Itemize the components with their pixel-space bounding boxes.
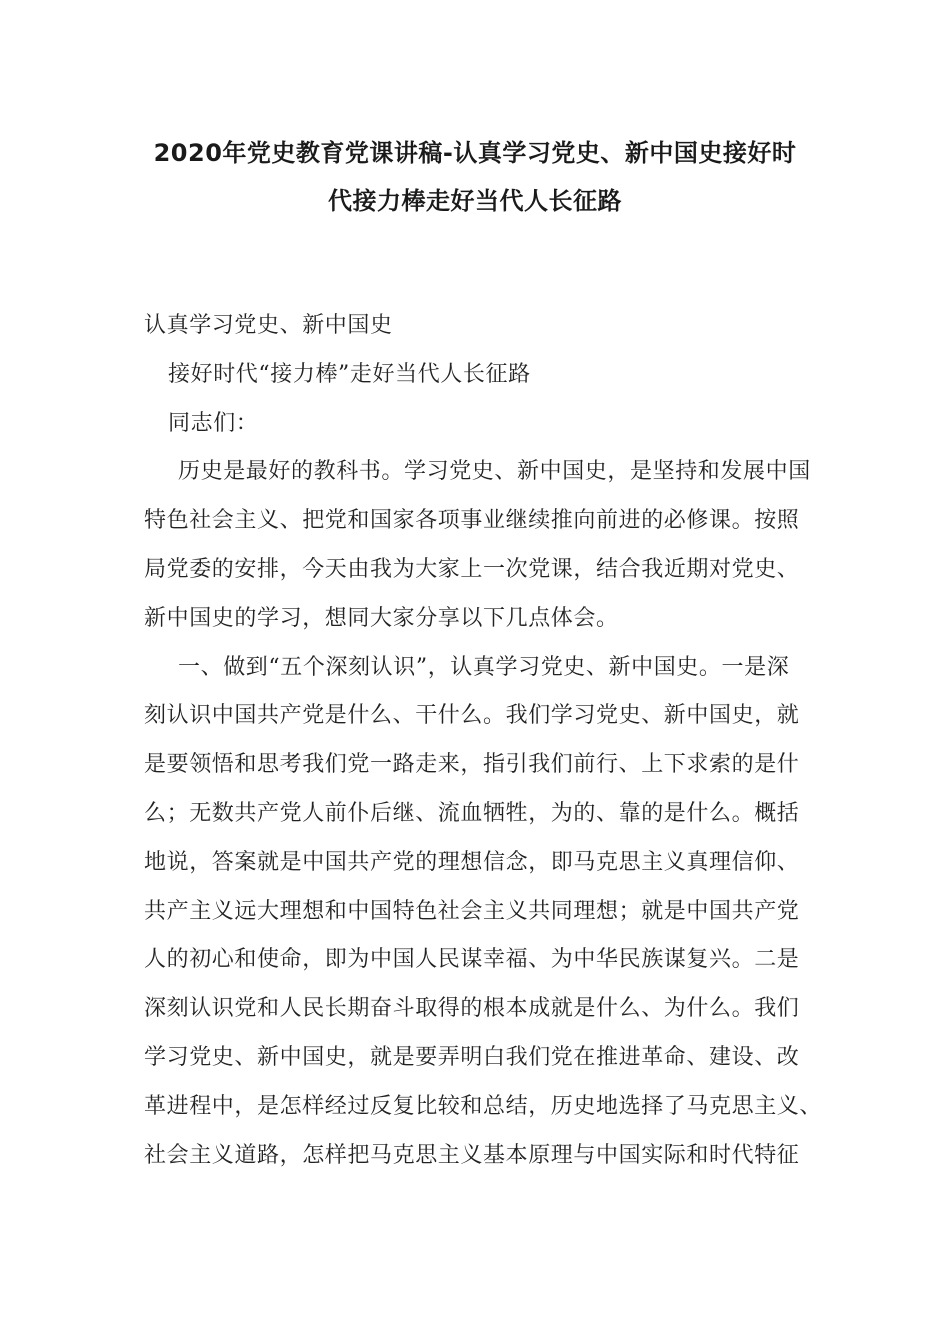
paragraph-line: 刻认识中国共产党是什么、干什么。我们学习党史、新中国史，就 bbox=[144, 703, 800, 729]
paragraph-line: 革进程中，是怎样经过反复比较和总结，历史地选择了马克思主义、 bbox=[144, 1093, 823, 1119]
paragraph-line: 特色社会主义、把党和国家各项事业继续推向前进的必修课。按照 bbox=[144, 508, 800, 534]
paragraph-line: 地说，答案就是中国共产党的理想信念，即马克思主义真理信仰、 bbox=[144, 849, 800, 875]
paragraph-line: 么；无数共产党人前仆后继、流血牺牲，为的、靠的是什么。概括 bbox=[144, 800, 800, 826]
document-title-line-1: 2020年党史教育党课讲稿-认真学习党史、新中国史接好时 bbox=[153, 139, 797, 167]
paragraph-line: 人的初心和使命，即为中国人民谋幸福、为中华民族谋复兴。二是 bbox=[144, 947, 800, 973]
paragraph-line: 历史是最好的教科书。学习党史、新中国史，是坚持和发展中国 bbox=[178, 459, 811, 485]
paragraph-line: 学习党史、新中国史，就是要弄明白我们党在推进革命、建设、改 bbox=[144, 1044, 800, 1070]
subheading-line-1: 认真学习党史、新中国史 bbox=[144, 313, 393, 338]
paragraph-line: 一、做到“五个深刻认识”，认真学习党史、新中国史。一是深 bbox=[178, 654, 790, 680]
subheading-line-2: 接好时代“接力棒”走好当代人长征路 bbox=[168, 361, 531, 387]
document-title-line-2: 代接力棒走好当代人长征路 bbox=[328, 187, 622, 215]
paragraph-line: 共产主义远大理想和中国特色社会主义共同理想；就是中国共产党 bbox=[144, 898, 800, 924]
document-body bbox=[144, 302, 823, 1180]
paragraph-line: 局党委的安排，今天由我为大家上一次党课，结合我近期对党史、 bbox=[144, 556, 800, 582]
paragraph-line: 新中国史的学习，想同大家分享以下几点体会。 bbox=[144, 605, 619, 631]
salutation: 同志们： bbox=[168, 410, 259, 436]
paragraph-line: 社会主义道路，怎样把马克思主义基本原理与中国实际和时代特征 bbox=[144, 1142, 800, 1168]
paragraph-line: 深刻认识党和人民长期奋斗取得的根本成就是什么、为什么。我们 bbox=[144, 996, 800, 1022]
paragraph-line: 是要领悟和思考我们党一路走来，指引我们前行、上下求索的是什 bbox=[144, 752, 800, 778]
